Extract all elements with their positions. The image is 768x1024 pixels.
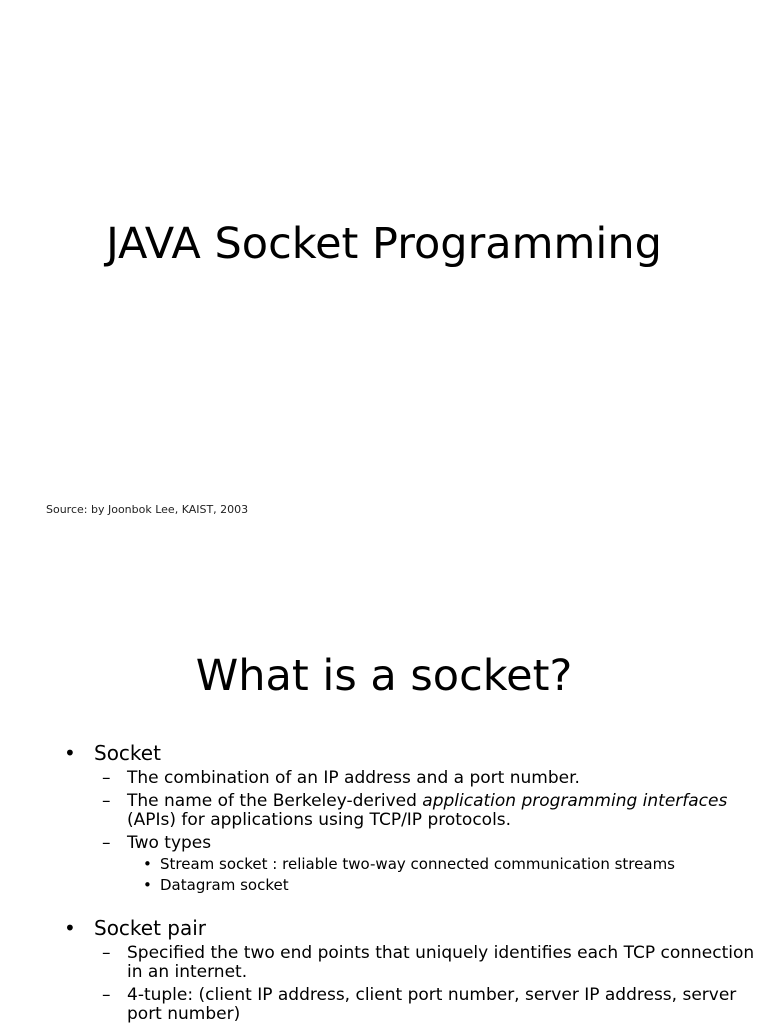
sub-bullet-text: The combination of an IP address and a port number.: [127, 768, 580, 788]
slide-title: JAVA Socket Programming: [106, 219, 662, 269]
bullet-label: Socket pair: [94, 916, 207, 940]
dash-icon: –: [102, 943, 111, 963]
sub-bullet-text: The name of the Berkeley-derived: [127, 791, 423, 811]
sub-bullet-text: Two types: [127, 833, 212, 853]
emphasis-text: application programming interfaces: [422, 791, 728, 811]
sub-bullet-text: Specified the two end points that uniquely identifies each TCP connection in an internet.: [127, 943, 755, 982]
bullet-socket: [0, 742, 768, 765]
sub-bullet: [0, 986, 768, 1024]
sub-bullet-text: (APIs) for applications using TCP/IP protocols.: [127, 810, 512, 830]
dash-icon: –: [102, 791, 111, 811]
bullet-icon: •: [64, 916, 76, 940]
dash-icon: –: [102, 768, 111, 788]
bullet-label: Socket: [94, 741, 161, 765]
type-item: [0, 855, 768, 874]
bullet-list: [0, 742, 768, 1024]
bullet-socket-pair: [0, 917, 768, 940]
type-item: [0, 876, 768, 895]
dash-icon: –: [102, 985, 111, 1005]
type-text: Stream socket : reliable two-way connected communication streams: [160, 855, 675, 873]
slide-heading: What is a socket?: [195, 651, 573, 701]
sub-bullet: [0, 834, 768, 853]
type-text: Datagram socket: [160, 876, 289, 894]
bullet-icon: •: [64, 741, 76, 765]
sub-bullet: [0, 792, 768, 830]
bullet-icon: •: [143, 876, 152, 894]
bullet-icon: •: [143, 855, 152, 873]
source-note: Source: by Joonbok Lee, KAIST, 2003: [46, 503, 249, 516]
sub-bullet: [0, 769, 768, 788]
sub-bullet: [0, 944, 768, 982]
dash-icon: –: [102, 833, 111, 853]
sub-bullet-text: 4-tuple: (client IP address, client port number, server IP address, server port number): [127, 985, 737, 1024]
